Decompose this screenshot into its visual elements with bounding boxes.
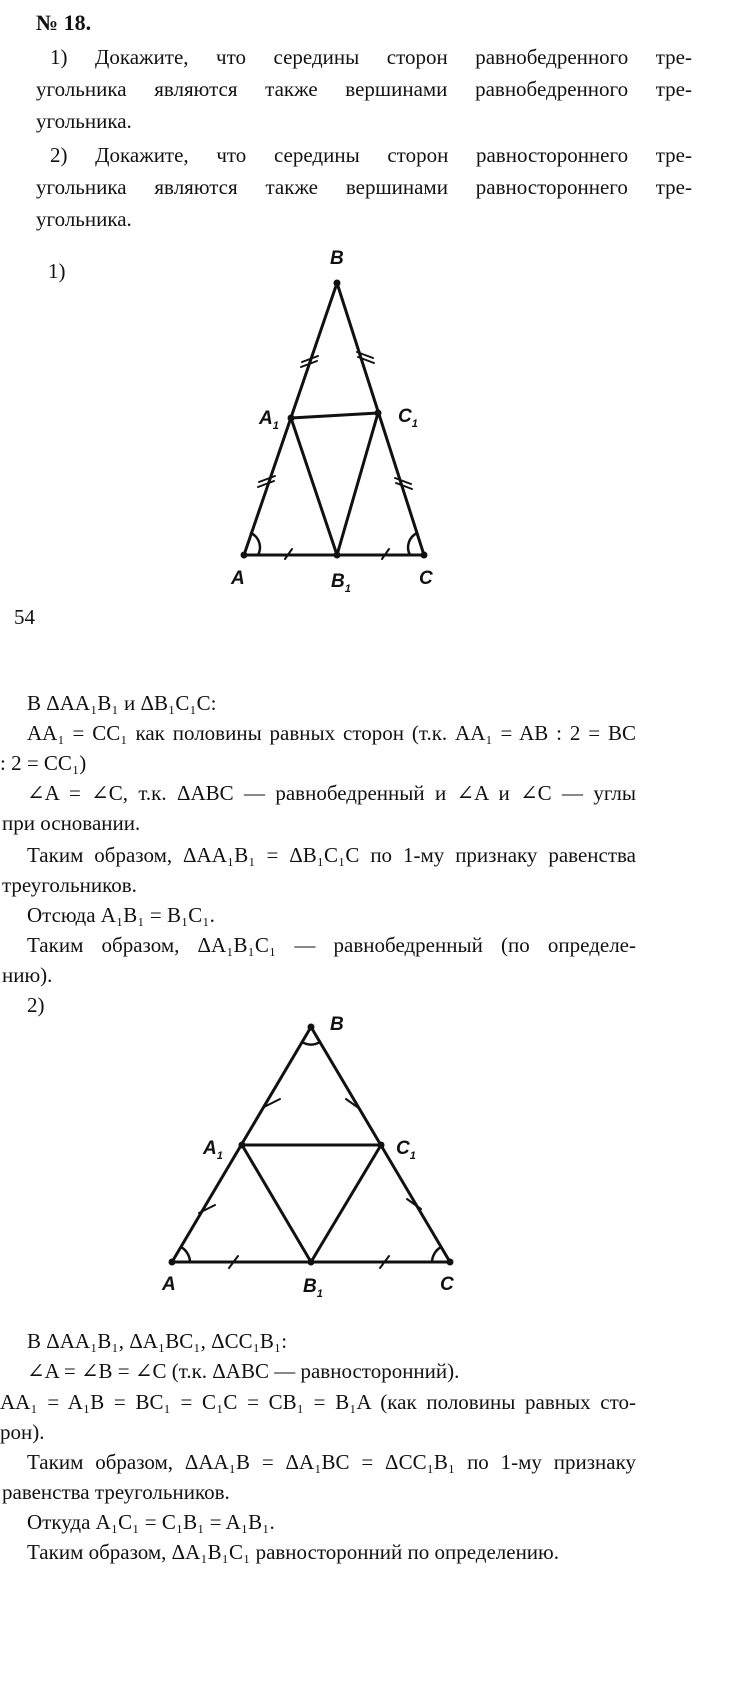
solution2-line6: равенства треугольников. [2,1480,230,1504]
tick-marks [258,352,412,559]
task-part2-line1: 2) Докажите, что середины сторон равностороннего тре- [50,143,692,167]
figure2-triangle [172,1027,450,1268]
solution1-line5: при основании. [2,811,141,835]
solution1-line8: Отсюда A₁B₁ = B₁C₁. [27,903,215,927]
midline-a1b1 [242,1145,311,1262]
midline-a1b1 [291,418,337,555]
task-part2-line3: угольника. [36,207,132,231]
vertex-label-c1: $C_1$ [398,406,418,430]
solution2-line3: AA₁ = A₁B = BC₁ = C₁C = CB₁ = B₁A (как половины равных сто- [0,1390,636,1414]
angle-c-arc [408,533,417,555]
tick-marks [199,1099,421,1268]
solution2-line7: Откуда A₁C₁ = C₁B₁ = A₁B₁. [27,1510,275,1534]
angle-a-arc [181,1247,190,1262]
vertex-label-b: B [330,1014,344,1035]
angle-b-arc [302,1042,320,1045]
side-ab [244,283,337,555]
task-number: № 18. [36,10,92,35]
figure2-points [169,1024,454,1266]
vertex-label-b1: $B_1$ [331,571,351,595]
figure1-triangle [244,283,424,559]
solution1-line1: В ΔAA₁B₁ и ΔB₁C₁C: [27,691,217,715]
vertex-label-b: B [330,248,344,269]
solution1-line2: AA₁ = CC₁ как половины равных сторон (т.к. AA₁ = AB : 2 = BC [27,721,636,745]
vertex-label-a: A [231,568,245,589]
midline-c1b1 [337,413,378,555]
task-part2-line2: угольника являются также вершинами равностороннего тре- [36,175,692,199]
side-ab [172,1027,311,1262]
vertex-label-a1: $A_1$ [259,408,279,432]
vertex-label-a: A [162,1274,176,1295]
solution2-line4: рон). [0,1420,45,1444]
solution2-line8: Таким образом, ΔA₁B₁C₁ равносторонний по определению. [27,1540,559,1564]
vertex-label-a1: $A_1$ [203,1138,223,1162]
solution2-line2: ∠A = ∠B = ∠C (т.к. ΔABC — равносторонний). [27,1359,460,1383]
solution1-line6: Таким образом, ΔAA₁B₁ = ΔB₁C₁C по 1-му признаку равенства [27,843,636,867]
solution1-line7: треугольников. [2,873,137,897]
figure2-label: 2) [27,993,45,1017]
vertex-label-c: C [419,568,433,589]
solution2-line1: В ΔAA₁B₁, ΔA₁BC₁, ΔCC₁B₁: [27,1329,288,1353]
vertex-label-c1: $C_1$ [396,1138,416,1162]
side-bc [337,283,424,555]
side-bc [311,1027,450,1262]
task-part1-line3: угольника. [36,109,132,133]
solution2-line5: Таким образом, ΔAA₁B = ΔA₁BC = ΔCC₁B₁ по 1-му признаку [27,1450,636,1474]
solution1-line9: Таким образом, ΔA₁B₁C₁ — равнобедренный (по определе- [27,933,636,957]
task-part1-line2: угольника являются также вершинами равнобедренного тре- [36,77,692,101]
solution1-line4: ∠A = ∠C, т.к. ΔABC — равнобедренный и ∠A и ∠C — углы [27,781,636,805]
solution1-line10: нию). [2,963,53,987]
page-number: 54 [14,605,35,629]
midline-a1c1 [291,413,378,418]
solution1-line3: : 2 = CC₁) [0,751,87,775]
angle-c-arc [432,1247,441,1262]
midline-c1b1 [311,1145,381,1262]
task-part1-line1: 1) Докажите, что середины сторон равнобедренного тре- [50,45,692,69]
figure1-label: 1) [48,259,66,283]
angle-a-arc [251,533,260,555]
vertex-label-c: C [440,1274,454,1295]
vertex-label-b1: $B_1$ [303,1276,323,1300]
figure1-points [241,280,428,559]
